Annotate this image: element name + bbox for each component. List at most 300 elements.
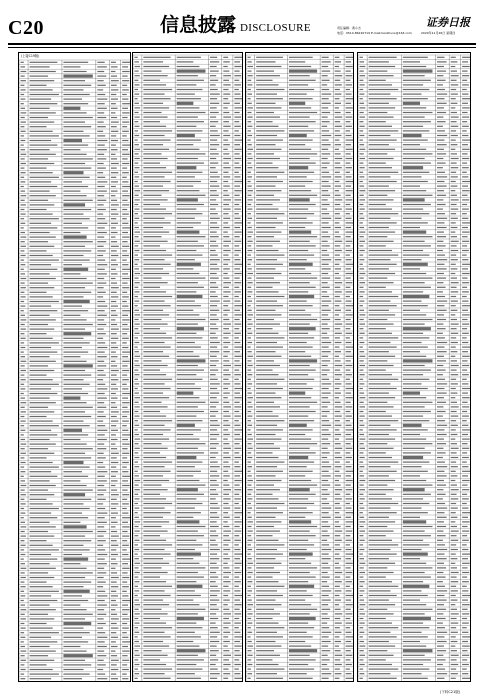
table-cell-text bbox=[210, 324, 216, 325]
table-cell-text bbox=[256, 98, 283, 99]
table-cell-text bbox=[111, 292, 117, 293]
table-cell-text bbox=[403, 494, 431, 495]
table-cell-text bbox=[335, 540, 342, 541]
table-cell-text bbox=[122, 319, 129, 320]
table-cell-text bbox=[111, 411, 119, 412]
table-cell-text bbox=[97, 71, 104, 72]
table-cell-text bbox=[462, 98, 470, 99]
table-cell-text bbox=[360, 241, 366, 242]
table-cell-text bbox=[322, 149, 329, 150]
table-cell-text bbox=[30, 513, 52, 514]
table-cell-text bbox=[289, 190, 311, 191]
table-cell-text bbox=[111, 209, 117, 210]
table-cell-text bbox=[346, 80, 351, 81]
table-cell-text bbox=[177, 319, 206, 320]
table-cell-text bbox=[111, 595, 118, 596]
table-cell-text bbox=[63, 525, 86, 528]
table-cell-text bbox=[462, 577, 467, 578]
table-cell-text bbox=[177, 213, 203, 214]
table-cell-text bbox=[63, 306, 82, 307]
table-cell-text bbox=[289, 61, 305, 62]
table-cell-text bbox=[63, 425, 89, 426]
table-cell-text bbox=[177, 57, 201, 58]
table-cell-text bbox=[322, 508, 332, 509]
table-cell-text bbox=[177, 552, 201, 555]
table-cell-text bbox=[234, 296, 238, 297]
table-cell-text bbox=[322, 296, 330, 297]
table-cell-text bbox=[111, 361, 116, 362]
table-cell-text bbox=[122, 260, 127, 261]
table-cell-text bbox=[346, 140, 354, 141]
table-cell-text bbox=[97, 168, 105, 169]
table-cell-text bbox=[111, 365, 117, 366]
table-cell-text bbox=[97, 218, 105, 219]
table-cell-text bbox=[322, 250, 328, 251]
table-cell-text bbox=[360, 393, 365, 394]
table-cell-text bbox=[322, 273, 329, 274]
table-cell-text bbox=[210, 669, 218, 670]
table-cell-text bbox=[63, 664, 91, 665]
table-cell-text bbox=[335, 383, 342, 384]
table-cell-text bbox=[451, 167, 459, 168]
table-cell-text bbox=[462, 544, 467, 545]
table-cell-text bbox=[122, 407, 127, 408]
table-cell-text bbox=[30, 269, 58, 270]
table-cell-text bbox=[135, 448, 140, 449]
table-cell-text bbox=[210, 255, 218, 256]
table-cell-text bbox=[462, 61, 468, 62]
table-cell-text bbox=[223, 554, 228, 555]
table-cell-text bbox=[143, 255, 172, 256]
table-cell-text bbox=[111, 223, 118, 224]
table-cell-text bbox=[437, 549, 447, 550]
table-cell-text bbox=[122, 536, 129, 537]
table-cell-text bbox=[335, 356, 339, 357]
table-cell-text bbox=[437, 416, 443, 417]
table-cell-text bbox=[97, 292, 105, 293]
table-cell-text bbox=[335, 232, 339, 233]
table-cell-text bbox=[403, 209, 423, 210]
table-cell-text bbox=[97, 531, 106, 532]
table-cell-text bbox=[223, 443, 229, 444]
table-cell-text bbox=[289, 181, 313, 182]
table-cell-text bbox=[437, 374, 443, 375]
table-cell-text bbox=[451, 600, 458, 601]
table-cell-text bbox=[177, 572, 198, 573]
table-cell-text bbox=[437, 103, 447, 104]
table-cell-text bbox=[210, 356, 217, 357]
table-cell-text bbox=[248, 406, 253, 407]
table-cell-text bbox=[335, 328, 341, 329]
table-cell-text bbox=[122, 306, 128, 307]
table-cell-text bbox=[30, 522, 50, 523]
table-cell-text bbox=[234, 176, 240, 177]
table-cell-text bbox=[462, 498, 469, 499]
table-cell-text bbox=[143, 66, 169, 67]
table-cell-text bbox=[122, 674, 127, 675]
table-cell-text bbox=[360, 673, 365, 674]
table-cell-text bbox=[97, 536, 103, 537]
table-cell-text bbox=[177, 61, 194, 62]
table-cell-text bbox=[462, 590, 468, 591]
table-cell-text bbox=[451, 287, 457, 288]
table-cell-text bbox=[256, 485, 274, 486]
table-cell-text bbox=[360, 89, 364, 90]
table-cell-text bbox=[451, 213, 456, 214]
table-cell-text bbox=[97, 522, 107, 523]
table-cell-text bbox=[451, 163, 457, 164]
table-cell-text bbox=[403, 75, 425, 76]
table-cell-text bbox=[322, 80, 330, 81]
table-cell-text bbox=[289, 623, 308, 624]
table-cell-text bbox=[21, 126, 25, 127]
table-cell-text bbox=[256, 278, 274, 279]
table-cell-text bbox=[143, 618, 160, 619]
table-cell-text bbox=[21, 563, 26, 564]
table-cell-text bbox=[97, 241, 106, 242]
table-cell-text bbox=[360, 264, 363, 265]
table-cell-text bbox=[360, 333, 365, 334]
table-cell-text bbox=[223, 255, 228, 256]
table-cell-text bbox=[360, 268, 365, 269]
table-cell-text bbox=[451, 567, 457, 568]
table-cell-text bbox=[403, 166, 423, 169]
table-cell-text bbox=[210, 494, 218, 495]
table-cell-text bbox=[451, 485, 457, 486]
table-cell-text bbox=[135, 107, 141, 108]
table-cell-text bbox=[346, 526, 351, 527]
table-cell-text bbox=[143, 98, 170, 99]
table-cell-text bbox=[30, 255, 53, 256]
table-cell-text bbox=[143, 333, 166, 334]
table-cell-text bbox=[210, 503, 218, 504]
table-cell-text bbox=[135, 590, 140, 591]
table-cell-text bbox=[322, 71, 331, 72]
table-cell-text bbox=[30, 181, 52, 182]
table-cell-text bbox=[223, 526, 229, 527]
table-cell-text bbox=[111, 319, 116, 320]
table-cell-text bbox=[437, 153, 446, 154]
table-cell-text bbox=[346, 328, 351, 329]
table-cell-text bbox=[111, 149, 118, 150]
table-cell-text bbox=[256, 365, 280, 366]
table-cell-text bbox=[111, 462, 118, 463]
table-cell-text bbox=[437, 526, 446, 527]
table-cell-text bbox=[111, 439, 118, 440]
table-cell-text bbox=[289, 359, 317, 362]
table-cell-text bbox=[63, 595, 82, 596]
table-cell-text bbox=[97, 227, 104, 228]
table-cell-text bbox=[256, 471, 283, 472]
table-cell-text bbox=[248, 130, 251, 131]
table-cell-text bbox=[451, 190, 456, 191]
table-cell-text bbox=[177, 301, 195, 302]
table-cell-text bbox=[210, 586, 218, 587]
table-cell-text bbox=[437, 517, 447, 518]
table-cell-text bbox=[111, 126, 117, 127]
table-cell-text bbox=[360, 517, 365, 518]
table-cell-text bbox=[335, 310, 341, 311]
table-cell-text bbox=[111, 494, 119, 495]
table-cell-text bbox=[234, 618, 239, 619]
table-cell-text bbox=[289, 659, 316, 660]
table-cell-text bbox=[210, 282, 216, 283]
table-cell-text bbox=[223, 287, 229, 288]
table-cell-text bbox=[63, 191, 80, 192]
table-cell-text bbox=[403, 627, 430, 628]
table-cell-text bbox=[135, 245, 139, 246]
table-cell-text bbox=[111, 310, 116, 311]
table-cell-text bbox=[234, 521, 241, 522]
table-cell-text bbox=[403, 98, 428, 99]
table-cell-text bbox=[97, 76, 106, 77]
table-cell-text bbox=[63, 163, 85, 164]
table-cell-text bbox=[30, 545, 53, 546]
table-cell-text bbox=[21, 338, 26, 339]
table-cell-text bbox=[437, 61, 447, 62]
table-cell-text bbox=[437, 429, 444, 430]
table-cell-text bbox=[210, 227, 219, 228]
table-cell-text bbox=[177, 383, 195, 384]
table-cell-text bbox=[63, 448, 92, 449]
table-cell-text bbox=[234, 365, 241, 366]
table-cell-text bbox=[369, 199, 394, 200]
table-cell-text bbox=[335, 590, 342, 591]
table-cell-text bbox=[289, 466, 307, 467]
table-cell-text bbox=[177, 121, 204, 122]
table-cell-text bbox=[234, 112, 239, 113]
table-cell-text bbox=[21, 444, 27, 445]
table-cell-text bbox=[248, 163, 252, 164]
table-cell-text bbox=[97, 655, 106, 656]
table-cell-text bbox=[177, 359, 206, 362]
table-cell-text bbox=[111, 172, 118, 173]
table-cell-text bbox=[335, 457, 342, 458]
table-cell-text bbox=[30, 480, 50, 481]
table-cell-text bbox=[322, 75, 328, 76]
table-cell-text bbox=[143, 613, 167, 614]
table-cell-text bbox=[462, 439, 470, 440]
section-title-english: DISCLOSURE bbox=[240, 22, 311, 34]
table-cell-text bbox=[135, 328, 139, 329]
table-cell-text bbox=[248, 457, 253, 458]
table-cell-text bbox=[256, 558, 275, 559]
table-cell-text bbox=[30, 678, 52, 679]
table-cell-text bbox=[234, 84, 240, 85]
table-cell-text bbox=[322, 301, 332, 302]
table-cell-text bbox=[63, 356, 80, 357]
table-cell-text bbox=[403, 356, 426, 357]
table-cell-text bbox=[223, 397, 227, 398]
table-cell-text bbox=[437, 636, 444, 637]
table-cell-text bbox=[122, 664, 127, 665]
table-cell-text bbox=[97, 214, 103, 215]
table-cell-text bbox=[360, 425, 365, 426]
table-cell-text bbox=[322, 632, 332, 633]
table-cell-text bbox=[21, 577, 26, 578]
table-cell-text bbox=[210, 209, 216, 210]
table-cell-text bbox=[256, 57, 283, 58]
table-cell-text bbox=[335, 586, 340, 587]
table-cell-text bbox=[248, 324, 253, 325]
table-cell-text bbox=[63, 255, 83, 256]
table-cell-text bbox=[210, 149, 217, 150]
table-cell-text bbox=[135, 673, 140, 674]
table-cell-text bbox=[437, 337, 445, 338]
table-cell-text bbox=[63, 572, 92, 573]
table-cell-text bbox=[234, 278, 239, 279]
table-cell-text bbox=[248, 531, 253, 532]
table-cell-text bbox=[403, 236, 433, 237]
table-cell-text bbox=[30, 200, 49, 201]
table-cell-text bbox=[248, 273, 253, 274]
table-cell-text bbox=[63, 660, 85, 661]
table-cell-text bbox=[111, 191, 118, 192]
table-cell-text bbox=[335, 641, 341, 642]
table-cell-text bbox=[177, 678, 201, 679]
table-cell-text bbox=[462, 434, 468, 435]
table-cell-text bbox=[177, 236, 206, 237]
table-cell-text bbox=[97, 632, 105, 633]
table-cell-text bbox=[30, 586, 53, 587]
table-cell-text bbox=[346, 540, 352, 541]
table-cell-text bbox=[346, 103, 352, 104]
table-cell-text bbox=[369, 563, 396, 564]
table-cell-text bbox=[322, 526, 331, 527]
table-cell-text bbox=[322, 268, 331, 269]
table-cell-text bbox=[248, 374, 253, 375]
table-cell-text bbox=[256, 259, 277, 260]
table-cell-text bbox=[346, 342, 352, 343]
table-cell-text bbox=[322, 365, 328, 366]
table-cell-text bbox=[111, 122, 119, 123]
table-cell-text bbox=[223, 370, 229, 371]
table-cell-text bbox=[122, 131, 129, 132]
table-cell-text bbox=[21, 365, 25, 366]
table-cell-text bbox=[248, 416, 253, 417]
table-cell-text bbox=[223, 103, 229, 104]
table-cell-text bbox=[437, 393, 447, 394]
table-cell-text bbox=[21, 402, 27, 403]
table-cell-text bbox=[335, 646, 339, 647]
table-cell-text bbox=[360, 526, 364, 527]
table-cell-text bbox=[289, 544, 314, 545]
table-cell-text bbox=[210, 333, 216, 334]
table-cell-text bbox=[256, 554, 283, 555]
table-cell-text bbox=[135, 213, 139, 214]
table-cell-text bbox=[360, 84, 365, 85]
table-cell-text bbox=[143, 535, 160, 536]
table-cell-text bbox=[135, 655, 140, 656]
table-cell-text bbox=[256, 126, 278, 127]
header-rule bbox=[8, 43, 476, 45]
table-cell-text bbox=[462, 678, 470, 679]
table-cell-text bbox=[437, 117, 443, 118]
table-cell-text bbox=[360, 232, 366, 233]
table-cell-text bbox=[122, 301, 127, 302]
table-cell-text bbox=[63, 241, 92, 242]
table-cell-text bbox=[451, 549, 458, 550]
table-cell-text bbox=[256, 130, 284, 131]
table-cell-text bbox=[122, 85, 127, 86]
table-cell-text bbox=[111, 536, 119, 537]
table-cell-text bbox=[122, 292, 127, 293]
table-cell-text bbox=[289, 245, 316, 246]
table-cell-text bbox=[122, 347, 128, 348]
table-cell-text bbox=[63, 632, 89, 633]
table-cell-text bbox=[223, 135, 230, 136]
notice-title: (上接C19版) bbox=[21, 54, 40, 58]
table-cell-text bbox=[111, 62, 116, 63]
table-cell-text bbox=[346, 420, 350, 421]
table-cell-text bbox=[451, 301, 458, 302]
table-cell-text bbox=[177, 80, 204, 81]
table-cell-text bbox=[462, 526, 467, 527]
table-cell-text bbox=[335, 75, 343, 76]
table-cell-text bbox=[289, 222, 313, 223]
table-cell-text bbox=[111, 467, 116, 468]
table-cell-text bbox=[177, 558, 194, 559]
table-cell-text bbox=[234, 360, 239, 361]
table-cell-text bbox=[248, 535, 252, 536]
table-cell-text bbox=[177, 388, 201, 389]
table-cell-text bbox=[111, 402, 116, 403]
table-cell-text bbox=[248, 314, 253, 315]
table-cell-text bbox=[21, 503, 26, 504]
table-cell-text bbox=[21, 517, 24, 518]
table-cell-text bbox=[369, 659, 386, 660]
table-cell-text bbox=[111, 352, 116, 353]
table-cell-text bbox=[462, 319, 467, 320]
table-cell-text bbox=[143, 236, 161, 237]
table-cell-text bbox=[437, 347, 444, 348]
table-cell-text bbox=[335, 673, 342, 674]
table-cell-text bbox=[451, 89, 456, 90]
table-cell-text bbox=[210, 480, 217, 481]
table-cell-text bbox=[462, 209, 469, 210]
table-cell-text bbox=[289, 347, 313, 348]
table-cell-text bbox=[462, 503, 467, 504]
table-cell-text bbox=[97, 342, 105, 343]
table-cell-text bbox=[21, 103, 24, 104]
table-cell-text bbox=[403, 549, 422, 550]
table-cell-text bbox=[111, 89, 118, 90]
table-cell-text bbox=[403, 149, 426, 150]
table-cell-text bbox=[223, 236, 229, 237]
table-cell-text bbox=[248, 347, 251, 348]
table-cell-text bbox=[111, 444, 116, 445]
table-cell-text bbox=[335, 61, 341, 62]
table-cell-text bbox=[63, 461, 83, 464]
table-cell-text bbox=[30, 388, 52, 389]
table-cell-text bbox=[223, 383, 230, 384]
table-cell-text bbox=[97, 99, 107, 100]
table-cell-text bbox=[437, 595, 444, 596]
table-cell-text bbox=[248, 287, 252, 288]
table-cell-text bbox=[462, 650, 467, 651]
table-cell-text bbox=[30, 195, 56, 196]
table-cell-text bbox=[322, 554, 329, 555]
table-cell-text bbox=[177, 659, 204, 660]
table-cell-text bbox=[21, 315, 26, 316]
table-cell-text bbox=[234, 351, 240, 352]
table-cell-text bbox=[223, 577, 229, 578]
table-cell-text bbox=[122, 425, 127, 426]
table-cell-text bbox=[97, 618, 103, 619]
table-cell-text bbox=[451, 75, 459, 76]
table-cell-text bbox=[360, 595, 363, 596]
table-cell-text bbox=[369, 204, 386, 205]
